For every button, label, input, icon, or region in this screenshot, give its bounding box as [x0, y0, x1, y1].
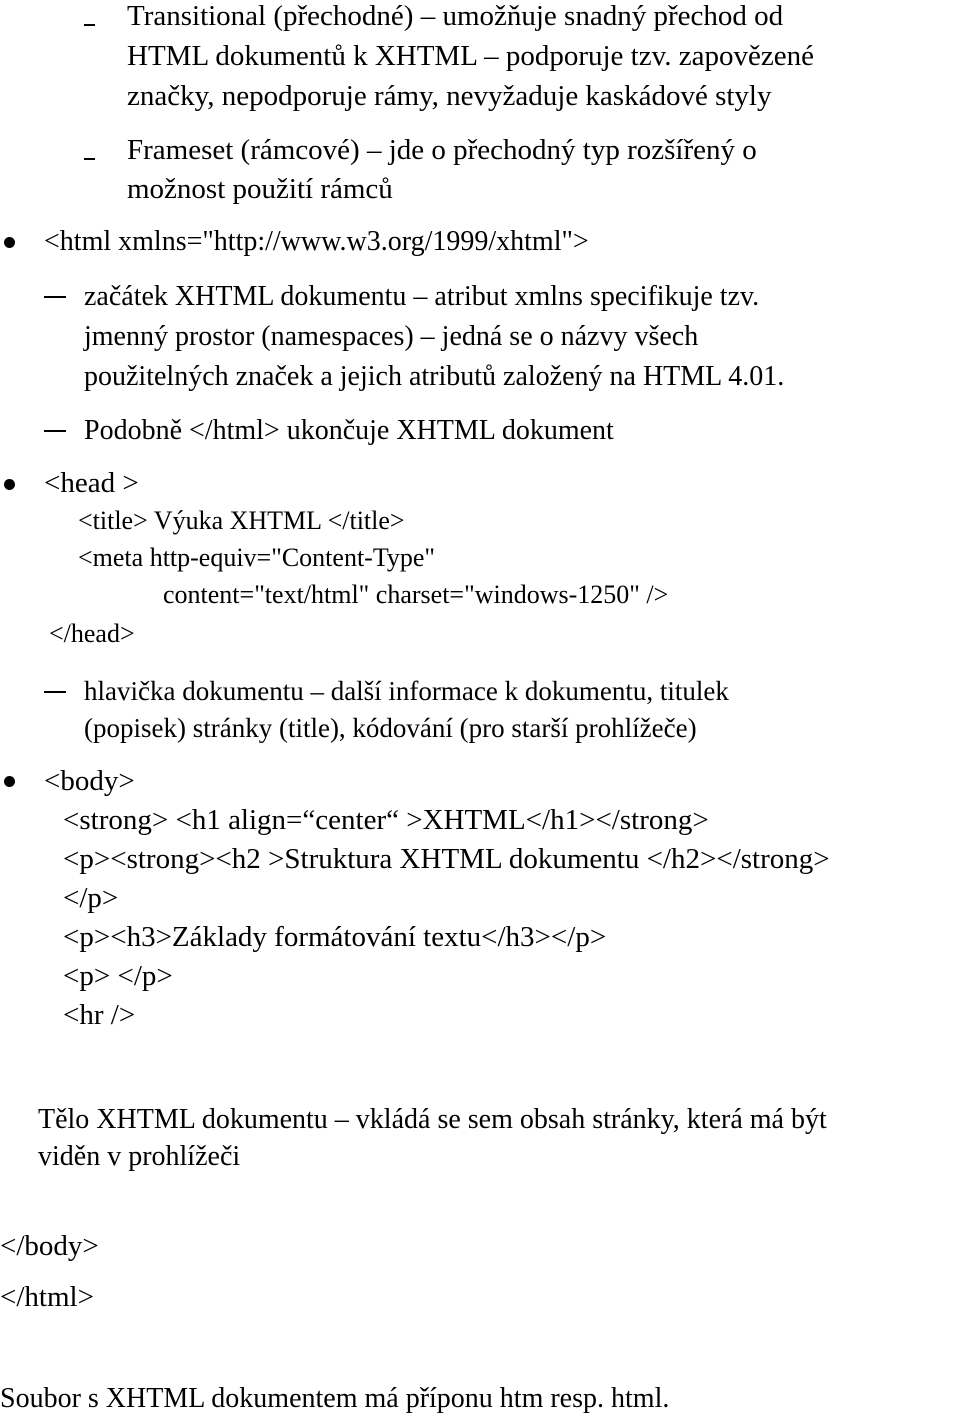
bullet-icon — [4, 776, 15, 787]
code-line: <p> </p> — [63, 960, 173, 992]
xmlns-note-line-1: začátek XHTML dokumentu – atribut xmlns specifikuje tzv. — [84, 281, 760, 312]
frameset-line-2: možnost použití rámců — [127, 173, 393, 205]
frameset-line-1: Frameset (rámcové) – jde o přechodný typ rozšířený o — [127, 134, 757, 166]
head-tag-line: <head > — [44, 467, 139, 499]
body-description-line-2: viděn v prohlížeči — [38, 1141, 241, 1172]
code-line: </p> — [63, 882, 119, 914]
head-note-line-1: hlavička dokumentu – další informace k dokumentu, titulek — [84, 676, 729, 706]
body-tag-line: <body> — [44, 765, 135, 797]
dash-icon — [44, 296, 66, 298]
dash-icon — [44, 691, 66, 693]
meta-tag-line-2: content="text/html" charset="windows-1250" /> — [163, 580, 669, 609]
body-close-line: </body> — [0, 1230, 99, 1262]
code-line: <hr /> — [63, 999, 136, 1031]
footer-note: Soubor s XHTML dokumentem má příponu htm resp. html. — [0, 1383, 670, 1414]
transitional-line-2: HTML dokumentů k XHTML – podporuje tzv. zapovězené — [127, 40, 814, 72]
xmlns-note-line-3: použitelných značek a jejich atributů založený na HTML 4.01. — [84, 361, 785, 392]
meta-tag-line-1: <meta http-equiv="Content-Type" — [78, 543, 436, 572]
bullet-icon — [4, 479, 15, 490]
xmlns-note-line-2: jmenný prostor (namespaces) – jedná se o názvy všech — [84, 321, 699, 352]
head-note-line-2: (popisek) stránky (title), kódování (pro starší prohlížeče) — [84, 713, 697, 743]
html-close-line: </html> — [0, 1281, 94, 1313]
body-description-line-1: Tělo XHTML dokumentu – vkládá se sem obsah stránky, která má být — [38, 1104, 827, 1135]
list-dash-icon — [84, 158, 95, 160]
html-close-note: Podobně </html> ukončuje XHTML dokument — [84, 415, 614, 446]
code-line: <p><h3>Základy formátování textu</h3></p> — [63, 921, 607, 953]
list-dash-icon — [84, 24, 95, 26]
head-close-line: </head> — [49, 619, 135, 648]
code-line: <p><strong><h2 >Struktura XHTML dokumentu </h2></strong> — [63, 843, 830, 875]
transitional-line-3: značky, nepodporuje rámy, nevyžaduje kaskádové styly — [127, 80, 772, 112]
title-tag-line: <title> Výuka XHTML </title> — [78, 506, 405, 535]
html-tag-line: <html xmlns="http://www.w3.org/1999/xhtml"> — [44, 226, 589, 257]
code-line: <strong> <h1 align=“center“ >XHTML</h1></strong> — [63, 804, 709, 836]
dash-icon — [44, 430, 66, 432]
bullet-icon — [4, 237, 15, 248]
transitional-line-1: Transitional (přechodné) – umožňuje snadný přechod od — [127, 0, 784, 32]
